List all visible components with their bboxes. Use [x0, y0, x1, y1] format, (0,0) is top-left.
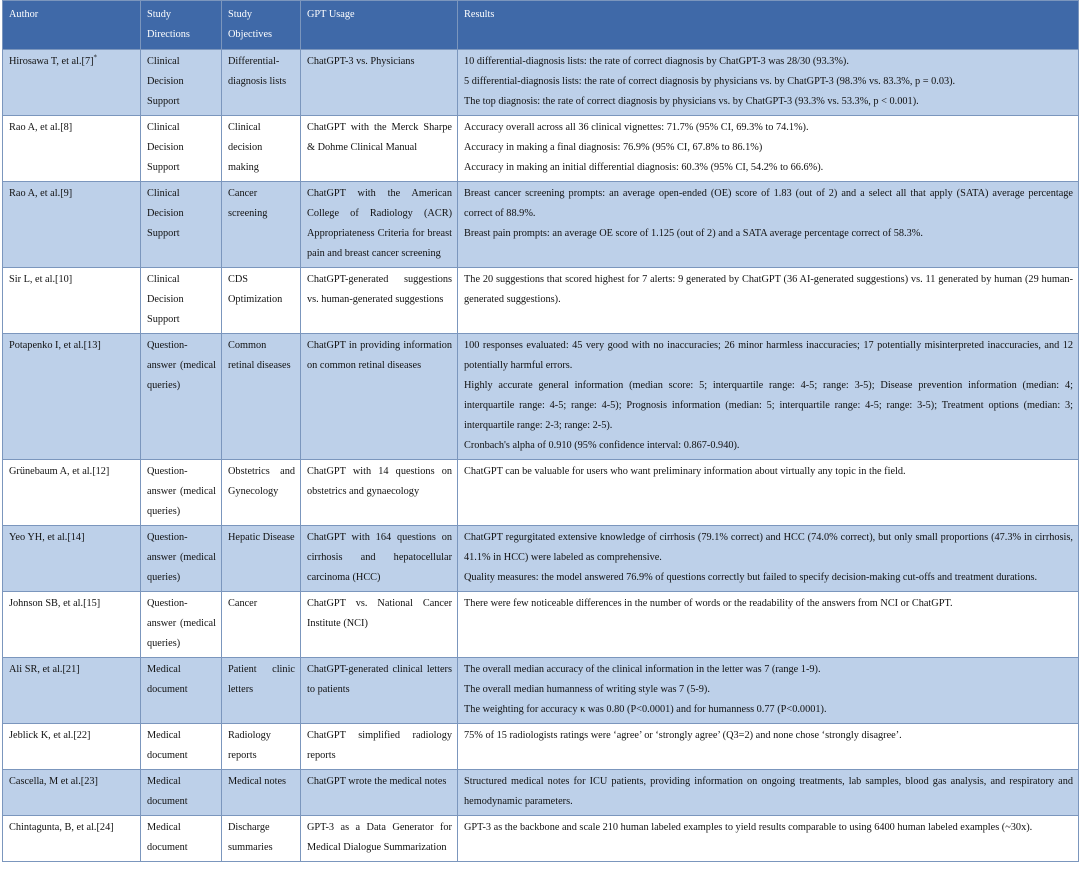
result-line: The weighting for accuracy κ was 0.80 (P<0.0001) and for humanness 0.77 (P<0.0001).	[464, 704, 827, 715]
author-cell	[3, 334, 141, 460]
result-line: The overall median humanness of writing style was 7 (5-9).	[464, 684, 710, 695]
study-direction-cell: Medical document	[141, 724, 222, 770]
table-row	[3, 116, 1079, 182]
author-text: Yeo YH, et al.[14]	[9, 532, 85, 543]
results-cell	[458, 816, 1079, 862]
table-row	[3, 816, 1079, 862]
gpt-usage-cell: ChatGPT with the Merck Sharpe & Dohme Clinical Manual	[301, 116, 458, 182]
result-line: 75% of 15 radiologists ratings were ‘agree’ or ‘strongly agree’ (Q3=2) and none chose ‘strongly disagree’.	[464, 730, 902, 741]
study-objective-cell: Clinical decision making	[222, 116, 301, 182]
author-text: Johnson SB, et al.[15]	[9, 598, 101, 609]
study-direction-cell: Clinical Decision Support	[141, 268, 222, 334]
author-cell	[3, 526, 141, 592]
author-text: Potapenko I, et al.[13]	[9, 340, 101, 351]
study-direction-cell: Medical document	[141, 770, 222, 816]
header-author: Author	[3, 1, 141, 50]
study-objective-cell: CDS Optimization	[222, 268, 301, 334]
table-row	[3, 724, 1079, 770]
study-direction-cell: Medical document	[141, 658, 222, 724]
result-line: Breast cancer screening prompts: an average open-ended (OE) score of 1.83 (out of 2) and a select all that apply (SATA) average percentage correct of 88.9%.	[464, 188, 1073, 219]
study-direction-cell: Question-answer (medical queries)	[141, 592, 222, 658]
result-line: 100 responses evaluated: 45 very good with no inaccuracies; 26 minor harmless inaccuracies; 17 potentially misinterpreted inaccuracies, and 12 potentially harmful errors.	[464, 340, 1073, 371]
result-line: Breast pain prompts: an average OE score of 1.125 (out of 2) and a SATA average percentage correct of 58.3%.	[464, 228, 923, 239]
results-cell	[458, 182, 1079, 268]
study-objective-cell: Medical notes	[222, 770, 301, 816]
results-cell	[458, 334, 1079, 460]
gpt-studies-table	[2, 0, 1079, 862]
table-body	[3, 50, 1079, 862]
table-row	[3, 268, 1079, 334]
study-direction-cell: Clinical Decision Support	[141, 116, 222, 182]
table-row	[3, 50, 1079, 116]
result-line: Accuracy in making a final diagnosis: 76.9% (95% CI, 67.8% to 86.1%)	[464, 142, 763, 153]
study-direction-cell: Question-answer (medical queries)	[141, 460, 222, 526]
result-line: There were few noticeable differences in the number of words or the readability of the answers from NCI or ChatGPT.	[464, 598, 953, 609]
result-line: 5 differential-diagnosis lists: the rate of correct diagnosis by physicians vs. by ChatGPT-3 (98.3% vs. 83.3%, p = 0.03).	[464, 76, 956, 87]
study-direction-cell: Medical document	[141, 816, 222, 862]
result-line: The overall median accuracy of the clinical information in the letter was 7 (range 1-9).	[464, 664, 821, 675]
results-cell	[458, 50, 1079, 116]
result-line: GPT-3 as the backbone and scale 210 human labeled examples to yield results comparable to using 6400 human labeled examples (~30x).	[464, 822, 1033, 833]
table-row	[3, 460, 1079, 526]
study-objective-cell: Common retinal diseases	[222, 334, 301, 460]
gpt-usage-cell: ChatGPT-generated clinical letters to patients	[301, 658, 458, 724]
results-cell	[458, 460, 1079, 526]
results-cell	[458, 658, 1079, 724]
table-row	[3, 658, 1079, 724]
author-cell	[3, 770, 141, 816]
author-cell	[3, 460, 141, 526]
author-cell	[3, 724, 141, 770]
study-direction-cell: Question-answer (medical queries)	[141, 334, 222, 460]
study-objective-cell: Obstetrics and Gynecology	[222, 460, 301, 526]
study-objective-cell: Patient clinic letters	[222, 658, 301, 724]
gpt-usage-cell: ChatGPT in providing information on common retinal diseases	[301, 334, 458, 460]
author-text: Chintagunta, B, et al.[24]	[9, 822, 114, 833]
gpt-usage-cell: ChatGPT simplified radiology reports	[301, 724, 458, 770]
result-line: Quality measures: the model answered 76.9% of questions correctly but failed to specify decision-making cut-offs and treatment durations.	[464, 572, 1038, 583]
result-line: Accuracy in making an initial differential diagnosis: 60.3% (95% CI, 54.2% to 66.6%).	[464, 162, 824, 173]
header-row	[3, 1, 1079, 50]
results-cell	[458, 526, 1079, 592]
author-cell	[3, 268, 141, 334]
gpt-usage-cell: ChatGPT-3 vs. Physicians	[301, 50, 458, 116]
gpt-usage-cell: ChatGPT with 14 questions on obstetrics and gynaecology	[301, 460, 458, 526]
result-line: Structured medical notes for ICU patients, providing information on ongoing treatments, lab samples, blood gas analysis, and respiratory and hemodynamic parameters.	[464, 776, 1073, 807]
author-cell	[3, 182, 141, 268]
author-cell	[3, 50, 141, 116]
study-objective-cell: Radiology reports	[222, 724, 301, 770]
study-objective-cell: Cancer screening	[222, 182, 301, 268]
results-cell	[458, 268, 1079, 334]
author-text: Jeblick K, et al.[22]	[9, 730, 91, 741]
author-text: Ali SR, et al.[21]	[9, 664, 80, 675]
header-gpt-usage: GPT Usage	[301, 1, 458, 50]
study-direction-cell: Clinical Decision Support	[141, 50, 222, 116]
result-line: Accuracy overall across all 36 clinical vignettes: 71.7% (95% CI, 69.3% to 74.1%).	[464, 122, 809, 133]
author-text: Sir L, et al.[10]	[9, 274, 73, 285]
results-cell	[458, 770, 1079, 816]
results-cell	[458, 724, 1079, 770]
results-cell	[458, 592, 1079, 658]
result-line: The 20 suggestions that scored highest for 7 alerts: 9 generated by ChatGPT (36 AI-generated suggestions) vs. 11 generated by human (29 human-generated suggestions).	[464, 274, 1073, 305]
gpt-usage-cell: ChatGPT-generated suggestions vs. human-generated suggestions	[301, 268, 458, 334]
author-cell	[3, 816, 141, 862]
table-row	[3, 526, 1079, 592]
study-objective-cell: Cancer	[222, 592, 301, 658]
gpt-usage-cell: GPT-3 as a Data Generator for Medical Dialogue Summarization	[301, 816, 458, 862]
gpt-usage-cell: ChatGPT vs. National Cancer Institute (NCI)	[301, 592, 458, 658]
author-text: Hirosawa T, et al.[7]	[9, 56, 94, 67]
result-line: Highly accurate general information (median score: 5; interquartile range: 4-5; range: 3-5); Disease prevention information (median: 4; interquartile range: 4-5; range: 4-5); Prognosis information (median: 5; interquartile range: 4-5; range: 3-5); Treatment options (median: 3; interquartile range: 2-3; range: 2-5).	[464, 380, 1073, 431]
result-line: The top diagnosis: the rate of correct diagnosis by physicians vs. by ChatGPT-3 (93.3% vs. 53.3%, p < 0.001).	[464, 96, 919, 107]
table-row	[3, 770, 1079, 816]
result-line: ChatGPT can be valuable for users who want preliminary information about virtually any topic in the field.	[464, 466, 906, 477]
author-cell	[3, 658, 141, 724]
author-text: Rao A, et al.[8]	[9, 122, 73, 133]
result-line: 10 differential-diagnosis lists: the rate of correct diagnosis by ChatGPT-3 was 28/30 (93.3%).	[464, 56, 849, 67]
result-line: ChatGPT regurgitated extensive knowledge of cirrhosis (79.1% correct) and HCC (74.0% correct), but only small proportions (47.3% in cirrhosis, 41.1% in HCC) were labeled as comprehensive.	[464, 532, 1073, 563]
study-objective-cell: Hepatic Disease	[222, 526, 301, 592]
study-objective-cell: Discharge summaries	[222, 816, 301, 862]
author-cell	[3, 592, 141, 658]
table-row	[3, 592, 1079, 658]
header-results: Results	[458, 1, 1079, 50]
header-study-objectives: Study Objectives	[222, 1, 301, 50]
author-text: Grünebaum A, et al.[12]	[9, 466, 110, 477]
author-footnote-marker: *	[93, 53, 98, 62]
author-text: Cascella, M et al.[23]	[9, 776, 98, 787]
gpt-usage-cell: ChatGPT with 164 questions on cirrhosis and hepatocellular carcinoma (HCC)	[301, 526, 458, 592]
results-cell	[458, 116, 1079, 182]
study-direction-cell: Clinical Decision Support	[141, 182, 222, 268]
author-cell	[3, 116, 141, 182]
table-container	[2, 0, 1078, 862]
header-study-directions: Study Directions	[141, 1, 222, 50]
gpt-usage-cell: ChatGPT with the American College of Radiology (ACR) Appropriateness Criteria for breast pain and breast cancer screening	[301, 182, 458, 268]
author-text: Rao A, et al.[9]	[9, 188, 73, 199]
result-line: Cronbach's alpha of 0.910 (95% confidence interval: 0.867-0.940).	[464, 440, 740, 451]
table-row	[3, 182, 1079, 268]
study-direction-cell: Question-answer (medical queries)	[141, 526, 222, 592]
study-objective-cell: Differential-diagnosis lists	[222, 50, 301, 116]
table-row	[3, 334, 1079, 460]
gpt-usage-cell: ChatGPT wrote the medical notes	[301, 770, 458, 816]
